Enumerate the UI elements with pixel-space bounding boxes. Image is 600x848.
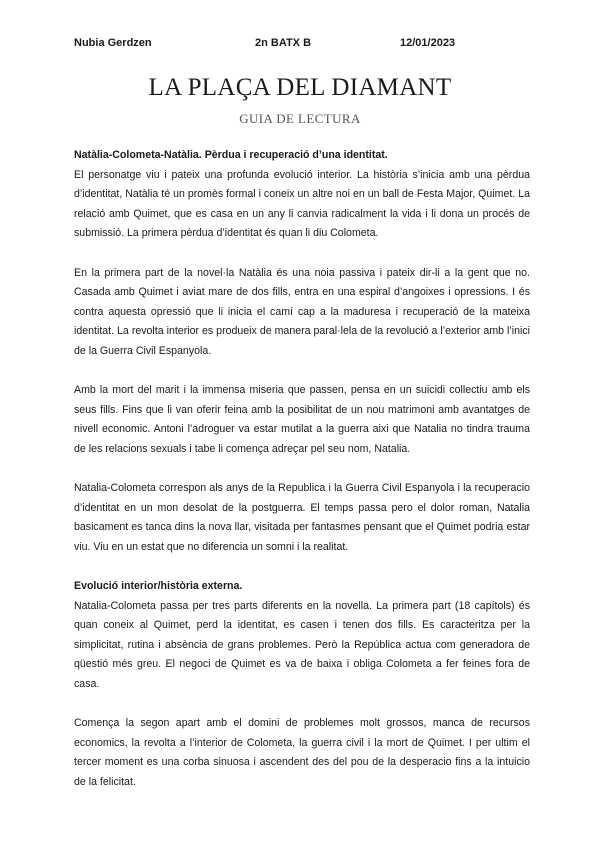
paragraph: Comença la segon apart amb el domini de problemes molt grossos, manca de recursos economics, la revolta a l’interior de Colometa, la guerra civil i la mort de Quimet. I per ultim el tercer moment es una corba sinuosa i ascendent des del pou de la desperacio fins a la intuicio de la felicitat. bbox=[74, 717, 530, 788]
paragraph: En la primera part de la novel·la Natàlia és una noia passiva i pateix dir-li a la gent que no. Casada amb Quimet i aviat mare de dos fills, entra en una espiral d’angoixes i opressions. I és contra aquesta opressió que li inicia el camí cap a la maduresa i recuperació de la mateixa identitat. La revolta interior es produeix de manera paral·lela de la revolució a l’exterior amb l’inici de la Guerra Civil Espanyola. bbox=[74, 266, 530, 357]
section-heading-identity: Natàlia-Colometa-Natàlia. Pèrdua i recuperació d’una identitat. bbox=[74, 149, 388, 161]
document-body bbox=[74, 146, 530, 793]
paragraph: Amb la mort del marit i la immensa miseria que passen, pensa en un suicidi collectiu amb els seus fills. Fins que li van oferir feina amb la posibilitat de un nou matrimoni amb avantatges de nivell economic. Antoni l’adroguer va estar mutilat a la guerra aixi que Natalia no tindra trauma de les relacions sexuals i tabe li comença adreçar pel seu nom, Natalia. bbox=[74, 384, 530, 455]
document-date: 12/01/2023 bbox=[400, 37, 456, 49]
document-subtitle: GUIA DE LECTURA bbox=[239, 111, 361, 126]
paragraph: Natalia-Colometa passa per tres parts diferents en la novella. La primera part (18 capítols) és quan coneix al Quimet, perd la identitat, es casen i tenen dos fills. Es caracteritza per la simplicitat, rutina i absència de grans problemes. Però la República actua com generadora de qüestió més greu. El negoci de Quimet es va de baixa i obliga Colometa a fer feines fora de casa. bbox=[74, 599, 530, 691]
student-name: Nubia Gerdzen bbox=[74, 37, 152, 49]
section-heading-evolution: Evolució interior/història externa. bbox=[74, 580, 243, 593]
paragraph: Natalia-Colometa correspon als anys de la Republica i la Guerra Civil Espanyola i la recuperacio d’identitat en un mon desolat de la postguerra. El temps passa pero el dolor roman, Natalia basicament es tanca dins la nova llar, visitada per fantasmes pensant que el Quimet podria estar viu. Viu en un estat que no diferencia un somni i la realitat. bbox=[74, 482, 530, 553]
paragraph: El personatge viu i pateix una profunda evolució interior. La història s’inicia amb una pèrdua d’identitat, Natàlia té un promès formal i coneix un altre noi en un ball de Festa Major, Quimet. La relació amb Quimet, que es casa en un any li canvia radicalment la vida i li dona un procés de submissió. La primera pèrdua d’identitat és quan li diu Colometa. bbox=[74, 168, 530, 240]
class-group: 2n BATX B bbox=[255, 37, 312, 49]
document-title: LA PLAÇA DEL DIAMANT bbox=[148, 74, 452, 101]
